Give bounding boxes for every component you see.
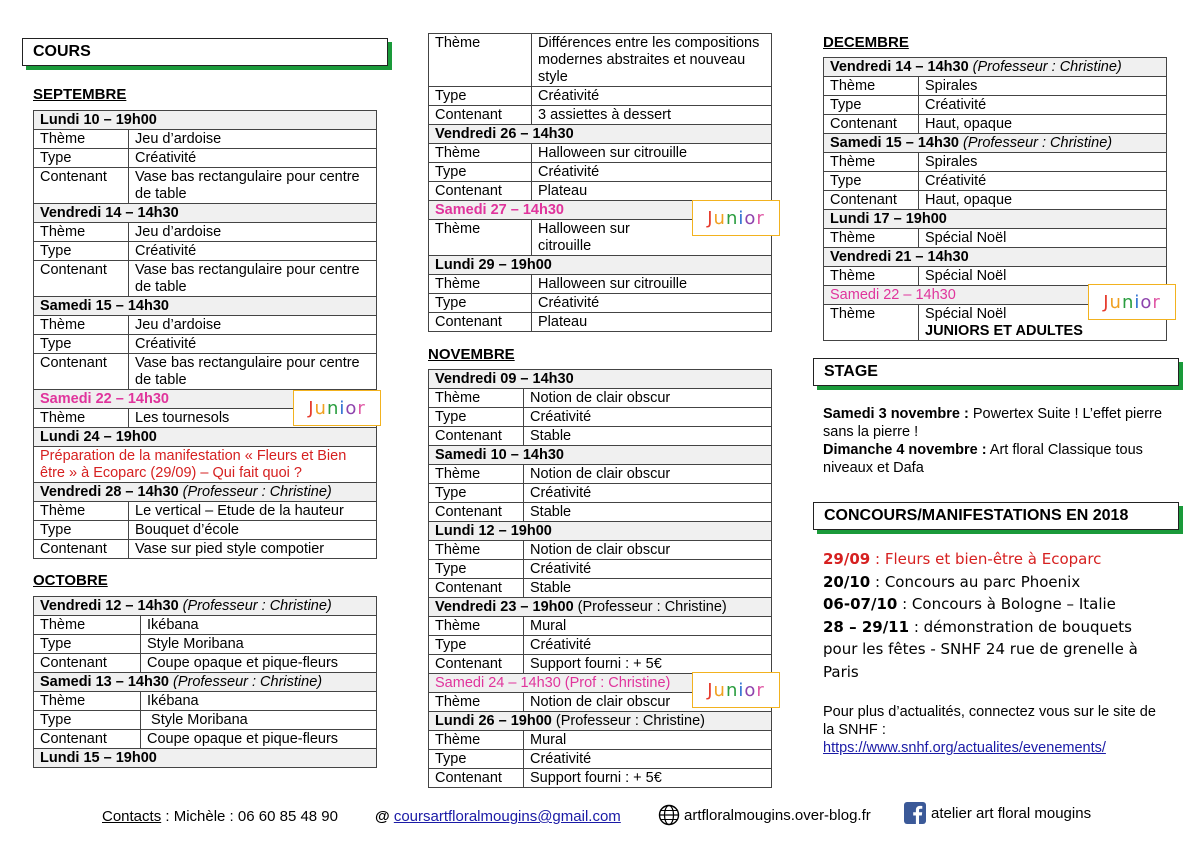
field-label: Thème <box>824 229 919 248</box>
session-header <box>34 204 377 223</box>
field-label: Thème <box>429 275 532 294</box>
session-header <box>824 58 1167 77</box>
field-label: Thème <box>824 77 919 96</box>
session-header <box>429 712 772 731</box>
field-value: Samedi 24 – 14h30 (Prof : Christine) <box>429 674 772 693</box>
table-row <box>34 354 377 390</box>
table-row <box>429 389 772 408</box>
month-septembre: SEPTEMBRE <box>33 86 127 103</box>
table-row <box>429 275 772 294</box>
field-value: Vase sur pied style compotier <box>129 540 377 559</box>
table-row <box>34 168 377 204</box>
concours-title: CONCOURS/MANIFESTATIONS EN 2018 <box>813 502 1179 530</box>
field-value: Samedi 15 – 14h30 (Professeur : Christine) <box>824 134 1167 153</box>
field-value: Ikébana <box>141 692 377 711</box>
table-row <box>34 502 377 521</box>
field-label: Contenant <box>824 115 919 134</box>
field-value: Style Moribana <box>141 635 377 654</box>
field-label: Type <box>34 635 141 654</box>
field-label: Contenant <box>34 168 129 204</box>
field-value: Stable <box>524 427 772 446</box>
field-label: Thème <box>429 144 532 163</box>
field-value: Créativité <box>129 242 377 261</box>
field-label: Type <box>429 636 524 655</box>
field-value: Lundi 26 – 19h00 (Professeur : Christine) <box>429 712 772 731</box>
field-value: Lundi 10 – 19h00 <box>34 111 377 130</box>
table-row <box>429 294 772 313</box>
field-label: Contenant <box>429 182 532 201</box>
table-row <box>34 223 377 242</box>
field-value: Spirales <box>919 153 1167 172</box>
field-value: Créativité <box>532 163 772 182</box>
table-row <box>429 144 772 163</box>
field-value: Coupe opaque et pique-fleurs <box>141 654 377 673</box>
octobre-table-continued <box>428 33 772 332</box>
session-header <box>34 749 377 768</box>
field-value: Créativité <box>524 560 772 579</box>
field-value: Samedi 10 – 14h30 <box>429 446 772 465</box>
field-value: Haut, opaque <box>919 191 1167 210</box>
email-link[interactable]: coursartfloralmougins@gmail.com <box>393 808 621 825</box>
field-label: Thème <box>34 616 141 635</box>
table-row <box>429 313 772 332</box>
table-row <box>429 163 772 182</box>
session-header <box>824 210 1167 229</box>
field-value: Vendredi 28 – 14h30 (Professeur : Christine) <box>34 483 377 502</box>
contacts: Contacts : Michèle : 06 60 85 48 90 <box>102 808 338 825</box>
field-value: Créativité <box>919 96 1167 115</box>
field-value: Vendredi 14 – 14h30 <box>34 204 377 223</box>
field-value: Différences entre les compositions modernes abstraites et nouveau style <box>532 34 772 87</box>
field-label: Contenant <box>824 191 919 210</box>
table-row <box>824 172 1167 191</box>
table-row <box>34 447 377 483</box>
stage-details: Samedi 3 novembre : Powertex Suite ! L’effet pierre sans la pierre ! Dimanche 4 novembre : Art floral Classique tous niveaux et Dafa <box>823 406 1163 476</box>
field-value: Créativité <box>524 484 772 503</box>
table-row <box>429 579 772 598</box>
field-value: Stable <box>524 579 772 598</box>
blog-contact <box>658 804 871 826</box>
field-value: Jeu d’ardoise <box>129 223 377 242</box>
field-value: Halloween sur citrouille <box>532 220 772 256</box>
field-value: Jeu d’ardoise <box>129 130 377 149</box>
table-row <box>34 635 377 654</box>
session-header <box>429 446 772 465</box>
month-decembre: DECEMBRE <box>823 34 909 51</box>
facebook-icon <box>904 802 926 824</box>
note-text: Préparation de la manifestation « Fleurs et Bien être » à Ecoparc (29/09) – Qui fait quoi ? <box>34 447 377 483</box>
snhf-link[interactable]: https://www.snhf.org/actualites/evenements/ <box>823 740 1106 756</box>
table-row <box>34 130 377 149</box>
field-label: Thème <box>429 389 524 408</box>
session-header <box>824 248 1167 267</box>
novembre-table <box>428 369 772 788</box>
field-label: Thème <box>429 220 532 256</box>
field-value: Créativité <box>524 750 772 769</box>
table-row <box>429 750 772 769</box>
table-row <box>824 267 1167 286</box>
table-row <box>429 87 772 106</box>
at-icon: @ <box>375 808 390 825</box>
field-label: Thème <box>824 153 919 172</box>
field-value: Créativité <box>129 149 377 168</box>
field-value: Haut, opaque <box>919 115 1167 134</box>
table-row <box>824 96 1167 115</box>
table-row <box>824 153 1167 172</box>
table-row <box>429 560 772 579</box>
table-row <box>429 617 772 636</box>
field-value: Coupe opaque et pique-fleurs <box>141 730 377 749</box>
field-value: Créativité <box>524 636 772 655</box>
field-label: Type <box>34 521 129 540</box>
field-label: Thème <box>429 34 532 87</box>
session-header <box>429 598 772 617</box>
session-header <box>34 673 377 692</box>
session-header <box>34 597 377 616</box>
field-value: Créativité <box>532 87 772 106</box>
field-label: Thème <box>34 130 129 149</box>
table-row <box>429 408 772 427</box>
table-row <box>34 242 377 261</box>
session-header <box>429 370 772 389</box>
field-value: 3 assiettes à dessert <box>532 106 772 125</box>
field-value: Ikébana <box>141 616 377 635</box>
field-label: Thème <box>34 409 129 428</box>
table-row <box>429 731 772 750</box>
field-label: Type <box>824 96 919 115</box>
field-value: Créativité <box>524 408 772 427</box>
field-value: Plateau <box>532 182 772 201</box>
field-value: Mural <box>524 617 772 636</box>
table-row <box>824 191 1167 210</box>
actualites-text: Pour plus d’actualités, connectez vous sur le site de la SNHF : https://www.snhf.org/actualites/evenements/ <box>823 704 1156 756</box>
field-label: Type <box>34 149 129 168</box>
field-value: Support fourni : + 5€ <box>524 655 772 674</box>
field-label: Type <box>429 163 532 182</box>
field-value: Le vertical – Etude de la hauteur <box>129 502 377 521</box>
stage-title: STAGE <box>813 358 1179 386</box>
field-value: Samedi 13 – 14h30 (Professeur : Christine) <box>34 673 377 692</box>
field-value: Spirales <box>919 77 1167 96</box>
field-value: Lundi 12 – 19h00 <box>429 522 772 541</box>
field-value: Vendredi 14 – 14h30 (Professeur : Christine) <box>824 58 1167 77</box>
field-value: Notion de clair obscur <box>524 693 772 712</box>
field-value: Halloween sur citrouille <box>532 144 772 163</box>
field-label: Contenant <box>34 540 129 559</box>
field-value: Vase bas rectangulaire pour centre de table <box>129 354 377 390</box>
field-value: Plateau <box>532 313 772 332</box>
field-value: Vendredi 23 – 19h00 (Professeur : Christine) <box>429 598 772 617</box>
field-value: Lundi 29 – 19h00 <box>429 256 772 275</box>
field-label: Contenant <box>429 579 524 598</box>
field-label: Contenant <box>34 354 129 390</box>
field-value: Notion de clair obscur <box>524 541 772 560</box>
field-label: Thème <box>429 541 524 560</box>
session-header <box>429 125 772 144</box>
email-contact <box>375 808 621 825</box>
table-row <box>34 692 377 711</box>
session-header <box>429 522 772 541</box>
field-value: Samedi 27 – 14h30 <box>429 201 772 220</box>
field-value: Vendredi 09 – 14h30 <box>429 370 772 389</box>
field-value: Lundi 17 – 19h00 <box>824 210 1167 229</box>
table-row <box>429 484 772 503</box>
field-label: Contenant <box>429 313 532 332</box>
table-row <box>824 229 1167 248</box>
field-label: Type <box>429 408 524 427</box>
month-octobre: OCTOBRE <box>33 572 108 589</box>
field-value: Mural <box>524 731 772 750</box>
field-label: Contenant <box>429 503 524 522</box>
junior-badge: J u n i o r <box>692 672 780 708</box>
field-label: Contenant <box>429 769 524 788</box>
field-value: Vase bas rectangulaire pour centre de table <box>129 168 377 204</box>
table-row <box>34 616 377 635</box>
table-row <box>34 654 377 673</box>
field-label: Type <box>429 294 532 313</box>
field-label: Type <box>429 560 524 579</box>
field-value: Halloween sur citrouille <box>532 275 772 294</box>
field-value: Samedi 15 – 14h30 <box>34 297 377 316</box>
field-label: Thème <box>34 316 129 335</box>
table-row <box>429 655 772 674</box>
field-value: Spécial Noël <box>919 229 1167 248</box>
field-label: Type <box>429 750 524 769</box>
field-value: Les tournesols <box>129 409 377 428</box>
facebook-contact <box>904 802 1091 824</box>
field-label: Thème <box>34 223 129 242</box>
field-label: Thème <box>429 731 524 750</box>
field-label: Thème <box>34 502 129 521</box>
junior-badge: J u n i o r <box>692 200 780 236</box>
table-row <box>34 711 377 730</box>
field-value: Samedi 22 – 14h30 <box>824 286 1167 305</box>
session-header <box>34 483 377 502</box>
table-row <box>34 335 377 354</box>
field-label: Thème <box>824 267 919 286</box>
junior-badge: J u n i o r <box>1088 284 1176 320</box>
field-label: Contenant <box>429 427 524 446</box>
session-header <box>34 428 377 447</box>
field-value: Stable <box>524 503 772 522</box>
session-header <box>824 134 1167 153</box>
cours-title: COURS <box>22 38 388 66</box>
table-row <box>429 503 772 522</box>
field-label: Contenant <box>34 654 141 673</box>
session-header <box>429 256 772 275</box>
field-label: Contenant <box>34 730 141 749</box>
field-value: Bouquet d’école <box>129 521 377 540</box>
field-label: Type <box>34 335 129 354</box>
field-value: Jeu d’ardoise <box>129 316 377 335</box>
field-value: Créativité <box>532 294 772 313</box>
field-value: Spécial Noël JUNIORS ET ADULTES <box>919 305 1167 341</box>
field-value: Support fourni : + 5€ <box>524 769 772 788</box>
field-label: Type <box>34 242 129 261</box>
field-label: Type <box>429 484 524 503</box>
session-header <box>34 297 377 316</box>
field-value: Notion de clair obscur <box>524 389 772 408</box>
field-label: Type <box>429 87 532 106</box>
table-row <box>429 636 772 655</box>
table-row <box>34 261 377 297</box>
field-label: Type <box>824 172 919 191</box>
table-row <box>34 149 377 168</box>
field-label: Thème <box>824 305 919 341</box>
table-row <box>34 316 377 335</box>
table-row <box>429 106 772 125</box>
septembre-table <box>33 110 377 559</box>
table-row <box>34 730 377 749</box>
month-novembre: NOVEMBRE <box>428 346 515 363</box>
field-value: Lundi 24 – 19h00 <box>34 428 377 447</box>
field-value: Style Moribana <box>141 711 377 730</box>
table-row <box>824 77 1167 96</box>
table-row <box>824 115 1167 134</box>
field-label: Thème <box>429 465 524 484</box>
field-value: Lundi 15 – 19h00 <box>34 749 377 768</box>
table-row <box>429 769 772 788</box>
facebook-page[interactable]: atelier art floral mougins <box>931 804 1092 822</box>
table-row <box>429 427 772 446</box>
table-row <box>429 465 772 484</box>
table-row <box>34 521 377 540</box>
blog-link[interactable]: artfloralmougins.over-blog.fr <box>684 806 871 824</box>
concours-list: 29/09 : Fleurs et bien-être à Ecoparc 20/10 : Concours au parc Phoenix 06-07/10 : Concours à Bologne – Italie 28 – 29/11 : démonstration de bouquets pour les fêtes - SNHF 24 rue de grenelle à Paris <box>823 550 1138 681</box>
field-value: Vase bas rectangulaire pour centre de table <box>129 261 377 297</box>
field-label: Contenant <box>429 655 524 674</box>
octobre-table <box>33 596 377 768</box>
field-label: Contenant <box>34 261 129 297</box>
field-value: Vendredi 26 – 14h30 <box>429 125 772 144</box>
field-value: Vendredi 21 – 14h30 <box>824 248 1167 267</box>
field-label: Contenant <box>429 106 532 125</box>
table-row <box>429 34 772 87</box>
field-label: Thème <box>429 693 524 712</box>
field-value: Notion de clair obscur <box>524 465 772 484</box>
junior-badge: J u n i o r <box>293 390 381 426</box>
field-label: Thème <box>429 617 524 636</box>
field-label: Thème <box>34 692 141 711</box>
field-value: Vendredi 12 – 14h30 (Professeur : Christine) <box>34 597 377 616</box>
table-row <box>34 540 377 559</box>
session-header <box>34 111 377 130</box>
table-row <box>429 541 772 560</box>
field-value: Créativité <box>919 172 1167 191</box>
table-row <box>429 182 772 201</box>
field-value: Spécial Noël <box>919 267 1167 286</box>
field-label: Type <box>34 711 141 730</box>
field-value: Samedi 22 – 14h30 <box>34 390 377 409</box>
field-value: Créativité <box>129 335 377 354</box>
globe-icon <box>658 804 680 826</box>
